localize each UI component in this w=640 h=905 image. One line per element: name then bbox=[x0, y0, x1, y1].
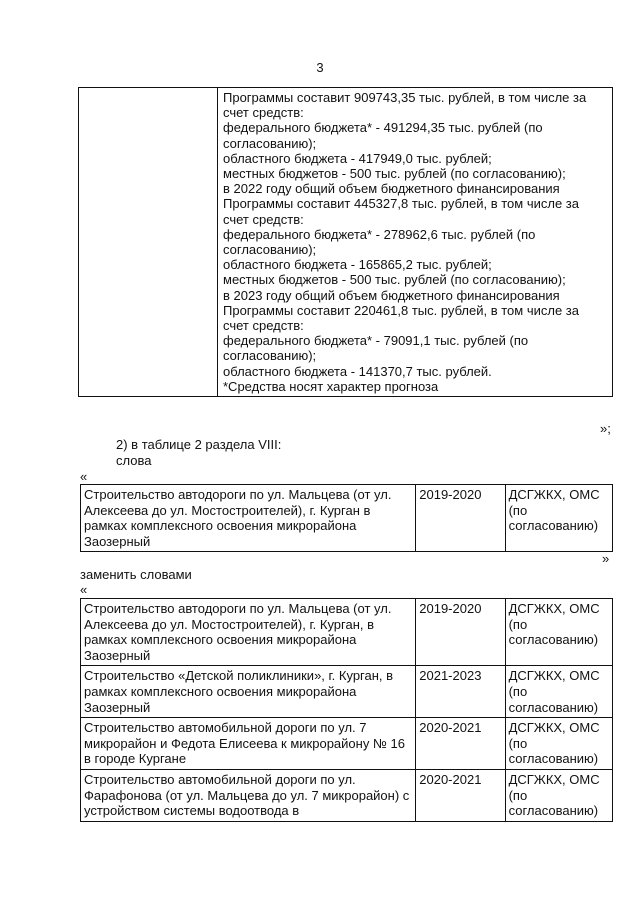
table-row bbox=[81, 718, 613, 770]
funding-text-cell bbox=[218, 88, 613, 397]
executor-cell: ДСГЖКХ, ОМС (по согласованию) bbox=[505, 718, 612, 770]
open-quote: « bbox=[80, 469, 88, 484]
period-cell: 2019-2020 bbox=[416, 599, 505, 666]
page-number: 3 bbox=[316, 60, 324, 75]
executor-cell: ДСГЖКХ, ОМС (по согласованию) bbox=[505, 485, 612, 552]
funding-line: счет средств: bbox=[223, 318, 304, 334]
closing-quote-semicolon: »; bbox=[600, 421, 611, 436]
project-name-cell: Строительство автодороги по ул. Мальцева (от ул. Алексеева до ул. Мостостроителей), г. Курган, в рамках комплексного освоения микрорайона Заозерный bbox=[81, 599, 416, 666]
project-name-cell: Строительство «Детской поликлиники», г. Курган, в рамках комплексного освоения микрорайона Заозерный bbox=[81, 666, 416, 718]
funding-line: Программы составит 220461,8 тыс. рублей, в том числе за bbox=[223, 302, 579, 318]
period-cell: 2020-2021 bbox=[416, 769, 505, 821]
replace-label: заменить словами bbox=[80, 567, 192, 582]
funding-line: согласованию); bbox=[223, 242, 317, 258]
period-cell: 2020-2021 bbox=[416, 718, 505, 770]
funding-line: областного бюджета - 417949,0 тыс. рублей; bbox=[223, 150, 492, 166]
table-row bbox=[81, 485, 613, 552]
executor-cell: ДСГЖКХ, ОМС (по согласованию) bbox=[505, 769, 612, 821]
new-projects-table bbox=[80, 598, 613, 822]
executor-cell: ДСГЖКХ, ОМС (по согласованию) bbox=[505, 666, 612, 718]
funding-line: федерального бюджета* - 79091,1 тыс. рублей (по bbox=[223, 333, 529, 349]
funding-line: счет средств: bbox=[223, 211, 304, 227]
old-projects-table bbox=[80, 484, 613, 552]
funding-label-cell bbox=[79, 88, 218, 397]
executor-cell: ДСГЖКХ, ОМС (по согласованию) bbox=[505, 599, 612, 666]
words-label: слова bbox=[116, 453, 152, 468]
project-name-cell: Строительство автодороги по ул. Мальцева (от ул. Алексеева до ул. Мостостроителей), г. Курган в рамках комплексного освоения микрорайона Заозерный bbox=[81, 485, 416, 552]
close-quote: » bbox=[602, 551, 610, 566]
funding-line: в 2023 году общий объем бюджетного финансирования bbox=[223, 287, 560, 303]
table-row bbox=[81, 599, 613, 666]
table-row bbox=[81, 769, 613, 821]
funding-line: согласованию); bbox=[223, 348, 317, 364]
funding-line: местных бюджетов - 500 тыс. рублей (по согласованию); bbox=[223, 166, 566, 182]
funding-line: согласованию); bbox=[223, 135, 317, 151]
item2-heading: 2) в таблице 2 раздела VIII: bbox=[116, 437, 282, 452]
period-cell: 2019-2020 bbox=[416, 485, 505, 552]
funding-line: областного бюджета - 141370,7 тыс. рублей. bbox=[223, 363, 492, 379]
period-cell: 2021-2023 bbox=[416, 666, 505, 718]
funding-line: местных бюджетов - 500 тыс. рублей (по согласованию); bbox=[223, 272, 566, 288]
funding-table bbox=[78, 87, 613, 397]
open-quote: « bbox=[80, 582, 88, 597]
funding-line: Программы составит 909743,35 тыс. рублей, в том числе за bbox=[223, 90, 587, 105]
funding-line: *Средства носят характер прогноза bbox=[223, 378, 439, 394]
funding-line: областного бюджета - 165865,2 тыс. рублей; bbox=[223, 257, 492, 273]
project-name-cell: Строительство автомобильной дороги по ул. 7 микрорайон и Федота Елисеева к микрорайону № 16 в городе Кургане bbox=[81, 718, 416, 770]
funding-line: счет средств: bbox=[223, 105, 304, 121]
funding-line: в 2022 году общий объем бюджетного финансирования bbox=[223, 181, 560, 197]
funding-line: федерального бюджета* - 491294,35 тыс. рублей (по bbox=[223, 120, 543, 136]
funding-line: Программы составит 445327,8 тыс. рублей, в том числе за bbox=[223, 196, 579, 212]
project-name-cell: Строительство автомобильной дороги по ул. Фарафонова (от ул. Мальцева до ул. 7 микрорайон) с устройством системы водоотвода в bbox=[81, 769, 416, 821]
table-row bbox=[81, 666, 613, 718]
funding-line: федерального бюджета* - 278962,6 тыс. рублей (по bbox=[223, 226, 536, 242]
